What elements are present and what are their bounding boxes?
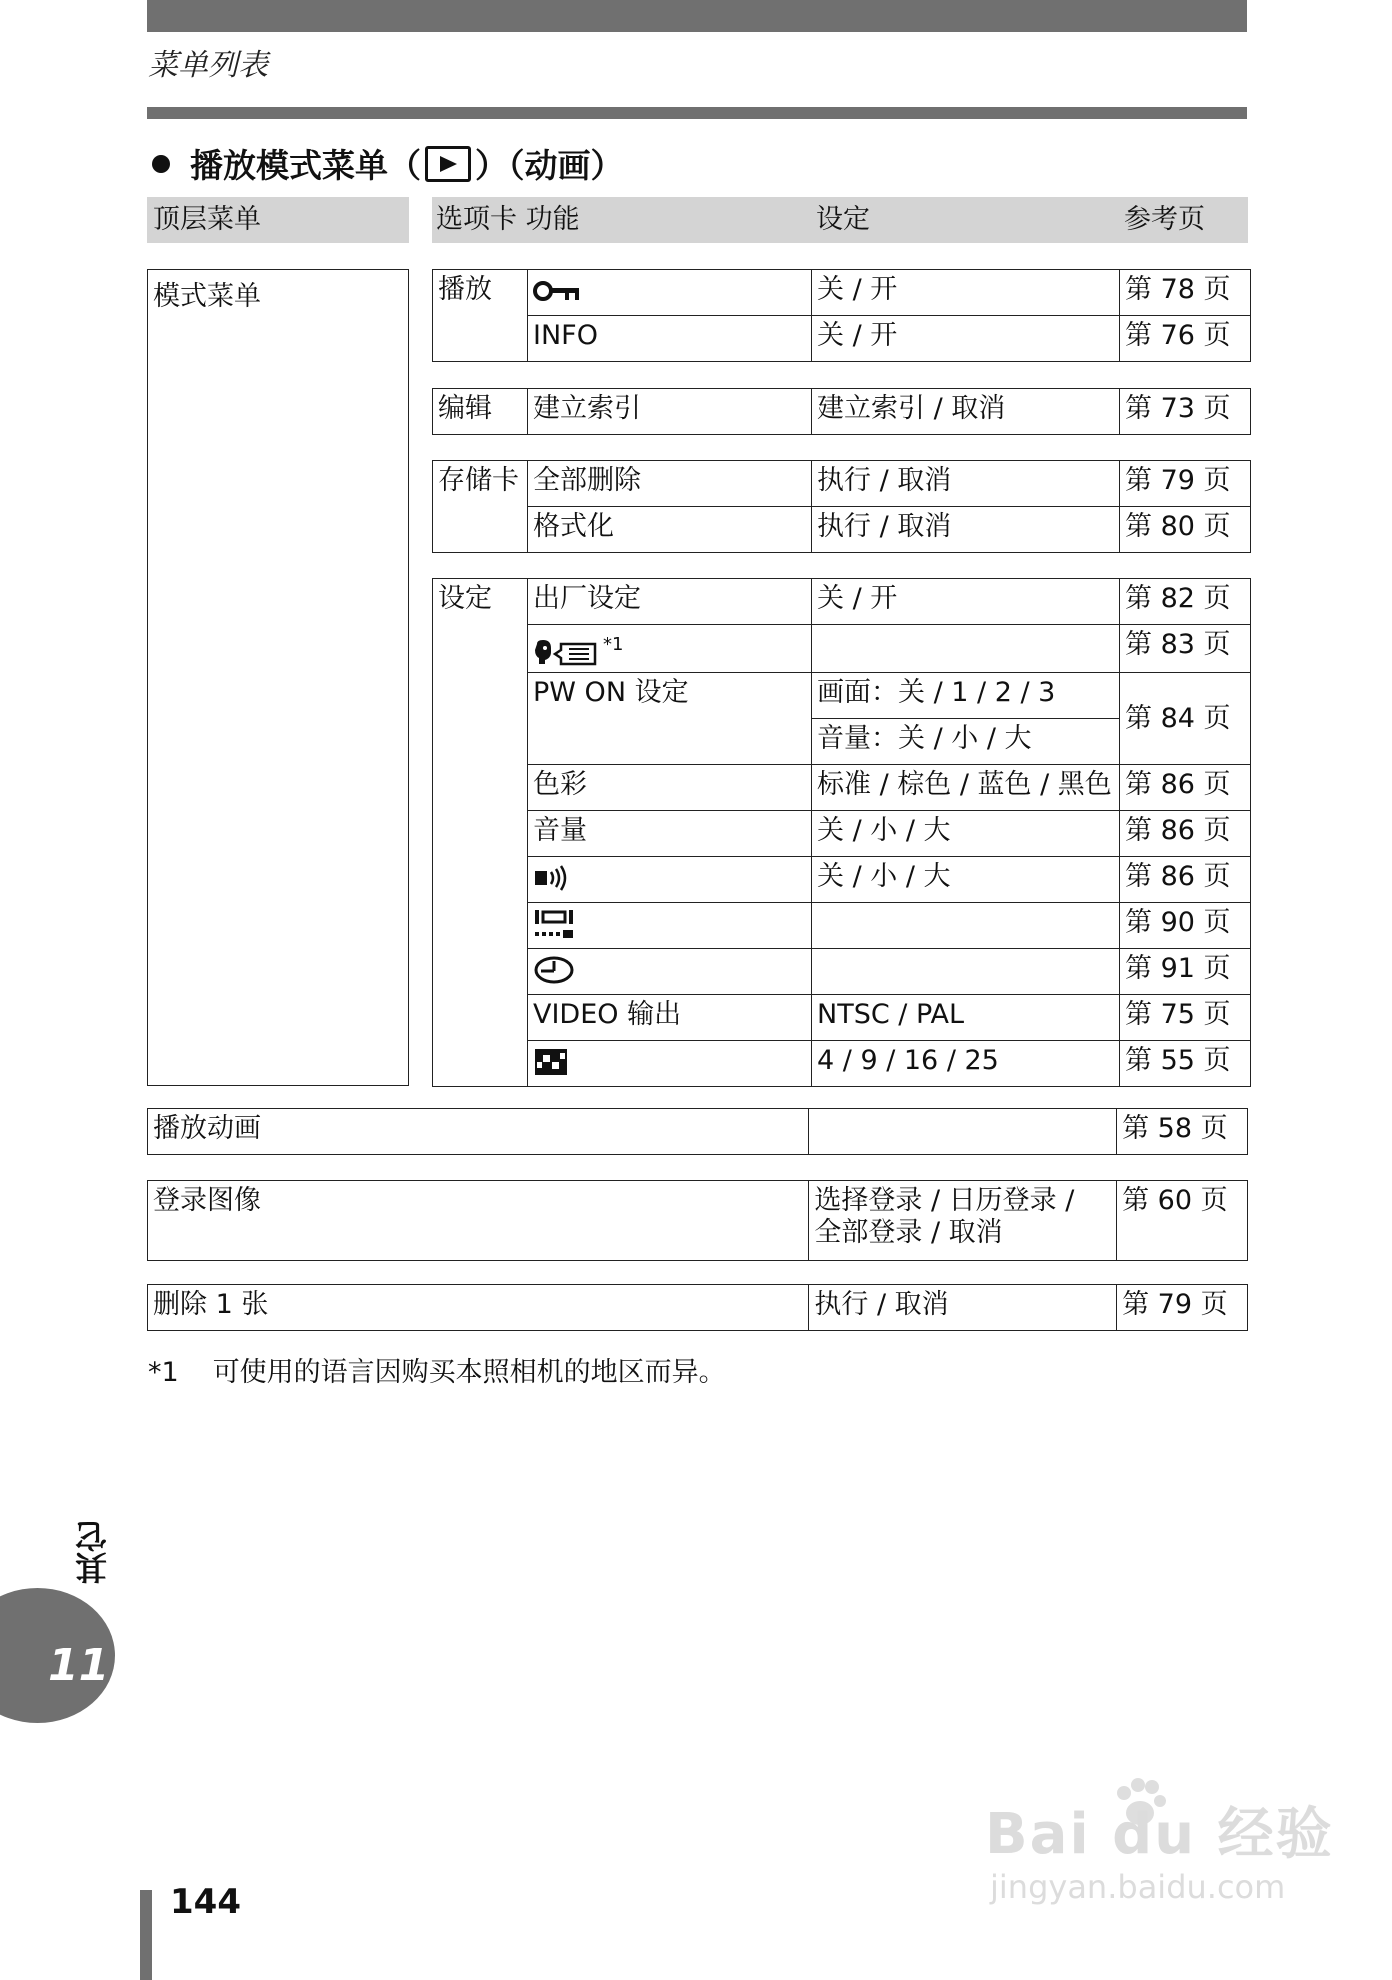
mode-menu-box — [147, 269, 409, 1086]
ref-cell: 第 76 页 — [1120, 316, 1251, 362]
checker-grid-icon — [528, 1041, 812, 1087]
ref-cell: 第 79 页 — [1120, 461, 1251, 507]
func-cell: 音量 — [528, 811, 812, 857]
ref-cell: 第 82 页 — [1120, 579, 1251, 625]
footnote-marker: *1 — [603, 634, 624, 655]
setting-cell: 执行 / 取消 — [812, 461, 1120, 507]
setting-cell: 关 / 开 — [812, 316, 1120, 362]
tab-card: 存储卡 — [433, 461, 528, 553]
setting-cell: 音量：关 / 小 / 大 — [812, 719, 1120, 765]
func-cell: 出厂设定 — [528, 579, 812, 625]
setting-cell: 关 / 开 — [812, 579, 1120, 625]
row-play-movie — [147, 1108, 1248, 1155]
ref-cell: 第 79 页 — [1117, 1285, 1248, 1331]
table-row — [148, 1109, 1248, 1155]
group-playback — [432, 269, 1251, 362]
table-row — [433, 903, 1251, 949]
setting-cell — [812, 903, 1120, 949]
ref-cell: 第 86 页 — [1120, 857, 1251, 903]
page-header-title: 菜单列表 — [148, 48, 268, 83]
monitor-brightness-icon — [528, 903, 812, 949]
clock-icon — [528, 949, 812, 995]
table-row — [433, 857, 1251, 903]
setting-cell: 4 / 9 / 16 / 25 — [812, 1041, 1120, 1087]
table-row — [433, 270, 1251, 316]
speaker-icon — [528, 857, 812, 903]
group-edit — [432, 388, 1251, 435]
play-icon — [425, 146, 471, 182]
protect-key-icon — [528, 270, 812, 316]
func-cell: INFO — [528, 316, 812, 362]
table-row — [433, 1041, 1251, 1087]
column-header-tab-function: 选项卡 功能 — [436, 204, 580, 235]
ref-cell: 第 86 页 — [1120, 765, 1251, 811]
section-title-suffix: ）（动画） — [475, 146, 624, 185]
ref-cell: 第 91 页 — [1120, 949, 1251, 995]
group-card — [432, 460, 1251, 553]
column-header-setting: 设定 — [816, 204, 870, 235]
table-row — [433, 949, 1251, 995]
setting-cell — [812, 949, 1120, 995]
ref-cell: 第 83 页 — [1120, 625, 1251, 673]
table-row — [433, 673, 1251, 719]
row-delete-one — [147, 1284, 1248, 1331]
watermark-logo: Bai du 经验 — [985, 1802, 1334, 1867]
footnote-mark: *1 — [148, 1357, 179, 1388]
setting-cell: 标准 / 棕色 / 蓝色 / 黑色 — [812, 765, 1120, 811]
setting-cell: 建立索引 / 取消 — [812, 389, 1120, 435]
group-setup — [432, 578, 1251, 1087]
page-number-bar — [140, 1890, 152, 1980]
setting-cell: 执行 / 取消 — [809, 1285, 1117, 1331]
setting-cell — [809, 1109, 1117, 1155]
top-bar — [147, 0, 1247, 32]
header-rule — [147, 107, 1247, 119]
table-row — [433, 507, 1251, 553]
page-number: 144 — [170, 1882, 241, 1922]
ref-cell: 第 55 页 — [1120, 1041, 1251, 1087]
tab-setup: 设定 — [433, 579, 528, 1087]
setting-cell — [809, 1181, 1117, 1261]
ref-cell: 第 86 页 — [1120, 811, 1251, 857]
language-icon — [528, 625, 812, 673]
tab-edit: 编辑 — [433, 389, 528, 435]
ref-cell: 第 80 页 — [1120, 507, 1251, 553]
tab-playback: 播放 — [433, 270, 528, 362]
footnote-text: 可使用的语言因购买本照相机的地区而异。 — [212, 1357, 726, 1388]
footnote — [148, 1350, 726, 1389]
func-cell: 色彩 — [528, 765, 812, 811]
setting-line: 选择登录 / 日历登录 / — [814, 1185, 1075, 1216]
table-row — [433, 811, 1251, 857]
top-menu-cell: 登录图像 — [148, 1181, 809, 1261]
table-row — [433, 316, 1251, 362]
row-register-image — [147, 1180, 1248, 1261]
column-header-top-menu — [147, 197, 409, 243]
table-row — [433, 579, 1251, 625]
ref-cell: 第 73 页 — [1120, 389, 1251, 435]
func-cell: 格式化 — [528, 507, 812, 553]
table-row — [148, 1181, 1248, 1261]
table-row — [433, 765, 1251, 811]
setting-cell — [812, 625, 1120, 673]
func-cell: 全部删除 — [528, 461, 812, 507]
ref-cell: 第 58 页 — [1117, 1109, 1248, 1155]
func-cell: 建立索引 — [528, 389, 812, 435]
table-row — [433, 995, 1251, 1041]
setting-cell: 关 / 小 / 大 — [812, 811, 1120, 857]
setting-cell: 关 / 小 / 大 — [812, 857, 1120, 903]
setting-cell: 关 / 开 — [812, 270, 1120, 316]
ref-cell: 第 75 页 — [1120, 995, 1251, 1041]
mode-menu-label: 模式菜单 — [153, 281, 261, 312]
ref-cell: 第 90 页 — [1120, 903, 1251, 949]
table-row — [148, 1285, 1248, 1331]
ref-cell: 第 78 页 — [1120, 270, 1251, 316]
top-menu-cell: 删除 1 张 — [148, 1285, 809, 1331]
section-title — [152, 140, 624, 187]
table-row — [433, 461, 1251, 507]
table-row — [433, 389, 1251, 435]
table-row — [433, 625, 1251, 673]
chapter-label: 其它 — [74, 1520, 112, 1584]
setting-line: 全部登录 / 取消 — [814, 1217, 1003, 1248]
setting-cell: NTSC / PAL — [812, 995, 1120, 1041]
column-header-ref: 参考页 — [1124, 204, 1205, 235]
top-menu-cell: 播放动画 — [148, 1109, 809, 1155]
setting-cell: 执行 / 取消 — [812, 507, 1120, 553]
func-cell: VIDEO 输出 — [528, 995, 812, 1041]
ref-cell: 第 60 页 — [1117, 1181, 1248, 1261]
watermark-url: jingyan.baidu.com — [990, 1868, 1286, 1906]
bullet-icon — [152, 155, 170, 173]
ref-cell: 第 84 页 — [1120, 673, 1251, 765]
column-header-bar — [432, 197, 1248, 243]
section-title-prefix: 播放模式菜单（ — [190, 146, 421, 185]
chapter-number: 11 — [48, 1640, 110, 1691]
column-header-top-menu-label: 顶层菜单 — [153, 204, 261, 235]
setting-cell: 画面：关 / 1 / 2 / 3 — [812, 673, 1120, 719]
func-cell: PW ON 设定 — [528, 673, 812, 765]
